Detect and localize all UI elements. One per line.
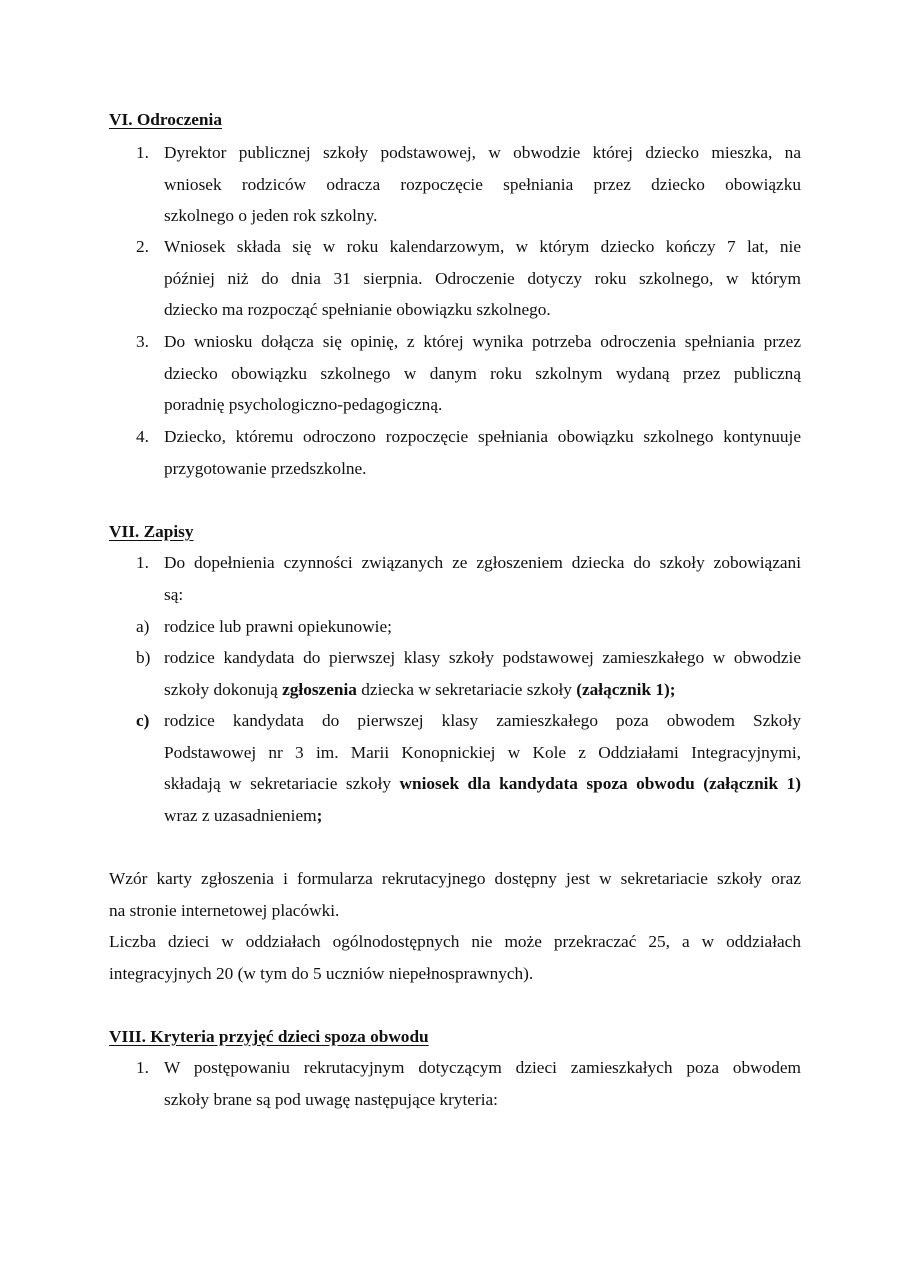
list-item-8-1 [109,1052,801,1115]
section-heading-kryteria: VIII. Kryteria przyjęć dzieci spoza obwodu [109,1027,429,1046]
list-number: 2. [136,237,149,256]
text-segment: dziecka w sekretariacie szkoły [356,679,577,699]
text-line: są: [164,584,184,604]
list-item-7-b [109,642,801,705]
text-line: rodzice kandydata do pierwszej klasy szkoły podstawowej zamieszkałego w obwodzie [164,648,801,667]
text-line: dziecko ma rozpocząć spełnianie obowiązku szkolnego. [164,300,551,319]
text-line [164,674,801,706]
text-line: wniosek rodziców odracza rozpoczęcie spełniania przez dziecko obowiązku [164,174,801,194]
text-line [164,768,801,800]
text-line: poradnię psychologiczno-pedagogiczną. [164,395,443,414]
list-item-6-4 [109,421,801,484]
section-heading-odroczenia: VI. Odroczenia [109,110,222,129]
text-segment: składają w sekretariacie szkoły [164,774,400,793]
text-line [164,800,801,832]
list-item-7-1 [109,547,801,610]
list-item-7-c [109,705,801,831]
list-item-6-3 [109,326,801,421]
list-number: 1. [136,143,149,162]
list-item-7-a [109,611,801,643]
bold-text: wniosek dla kandydata spoza obwodu (załącznik 1) [399,774,801,793]
text-line: dziecko obowiązku szkolnego w danym roku szkolnym wydaną przez publiczną [164,363,801,383]
text-line: przygotowanie przedszkolne. [164,458,367,478]
paragraph-form-info [109,863,801,926]
text-line: Wzór karty zgłoszenia i formularza rekrutacyjnego dostępny jest w sekretariacie szkoły oraz [109,869,801,888]
text-line: Dyrektor publicznej szkoły podstawowej, w obwodzie której dziecko mieszka, na [164,143,801,162]
text-segment: szkoły dokonują [164,679,283,699]
text-line: na stronie internetowej placówki. [109,900,340,920]
text-line: szkolnego o jeden rok szkolny. [164,206,378,225]
text-line: Liczba dzieci w oddziałach ogólnodostępnych nie może przekraczać 25, a w oddziałach [109,932,801,951]
text-line: W postępowaniu rekrutacyjnym dotyczącym dzieci zamieszkałych poza obwodem [164,1058,801,1077]
text-line: Do wniosku dołącza się opinię, z której wynika potrzeba odroczenia spełniania przez [164,332,801,351]
text-line: rodzice kandydata do pierwszej klasy zamieszkałego poza obwodem Szkoły [164,711,801,730]
bold-text: (załącznik 1); [576,679,676,699]
text-line: szkoły brane są pod uwagę następujące kryteria: [164,1089,498,1109]
list-number: 4. [136,427,149,446]
list-item-6-1 [109,137,801,232]
paragraph-class-size [109,926,801,989]
text-line: integracyjnych 20 (w tym do 5 uczniów niepełnosprawnych). [109,963,534,983]
list-number: 1. [136,553,149,572]
section-heading-zapisy: VII. Zapisy [109,522,194,541]
text-line: później niż do dnia 31 sierpnia. Odroczenie dotyczy roku szkolnego, w którym [164,268,801,288]
bold-text: zgłoszenia [282,679,357,699]
list-letter: a) [136,617,150,636]
text-line: Dziecko, któremu odroczono rozpoczęcie spełniania obowiązku szkolnego kontynuuje [164,427,801,446]
text-segment: wraz z uzasadnieniem [164,805,317,825]
text-line: Wniosek składa się w roku kalendarzowym, w którym dziecko kończy 7 lat, nie [164,237,801,256]
list-number: 1. [136,1058,149,1077]
text-line: Do dopełnienia czynności związanych ze zgłoszeniem dziecka do szkoły zobowiązani [164,553,801,572]
text-line: Podstawowej nr 3 im. Marii Konopnickiej w Kole z Oddziałami Integracyjnymi, [164,742,801,762]
list-item-6-2 [109,231,801,326]
list-letter: b) [136,648,151,667]
text-line: rodzice lub prawni opiekunowie; [164,617,392,636]
bold-text: ; [316,805,323,825]
list-number: 3. [136,332,149,351]
list-letter: c) [136,711,150,730]
